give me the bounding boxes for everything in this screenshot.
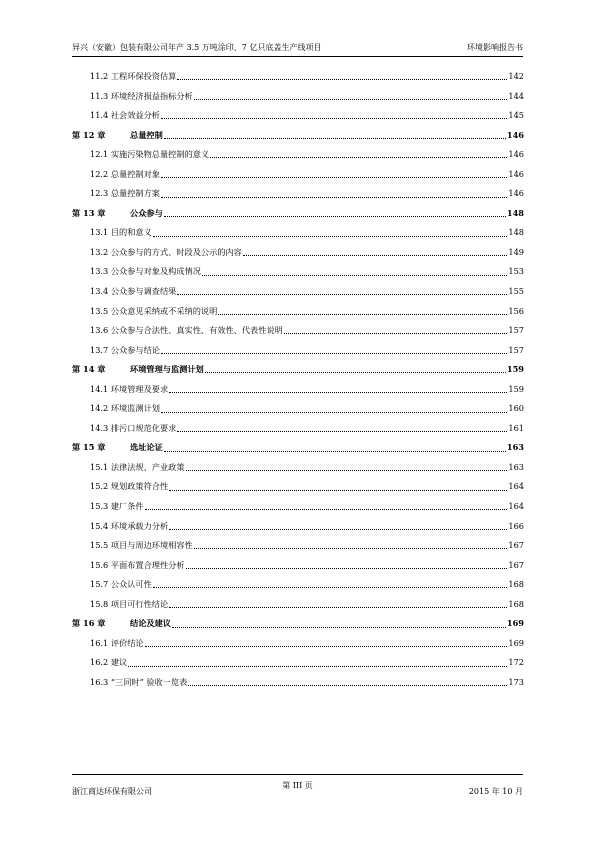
toc-page-number: 168 — [508, 579, 524, 590]
toc-section-entry[interactable] — [72, 595, 524, 615]
toc-entry-title: 15.8 项目可行性结论 — [90, 598, 169, 609]
toc-section-entry[interactable] — [72, 575, 524, 595]
toc-dot-leader — [202, 275, 507, 276]
toc-entry-title: 选址论证 — [130, 442, 163, 453]
toc-section-entry[interactable] — [72, 321, 524, 341]
toc-section-entry[interactable] — [72, 67, 524, 87]
toc-entry-title: 13.1 目的和意义 — [90, 227, 152, 238]
toc-chapter-number: 第 14 章 — [72, 364, 106, 375]
toc-entry-title: 13.4 公众参与调查结果 — [90, 286, 177, 297]
toc-chapter-entry[interactable] — [72, 360, 524, 380]
toc-chapter-entry[interactable] — [72, 126, 524, 146]
toc-dot-leader — [205, 372, 506, 373]
toc-entry-title: 14.2 环境监测计划 — [90, 403, 160, 414]
toc-dot-leader — [194, 548, 508, 549]
toc-entry-title: 13.5 公众意见采纳或不采纳的说明 — [90, 305, 218, 316]
toc-dot-leader — [194, 99, 508, 100]
toc-dot-leader — [164, 451, 506, 452]
toc-dot-leader — [153, 587, 508, 588]
toc-entry-title: 12.3 总量控制方案 — [90, 188, 160, 199]
footer-date: 2015 年 10 月 — [468, 787, 523, 796]
toc-section-entry[interactable] — [72, 262, 524, 282]
toc-section-entry[interactable] — [72, 634, 524, 654]
toc-dot-leader — [128, 666, 507, 667]
toc-entry-title: 15.1 法律法规、产业政策 — [90, 461, 185, 472]
toc-section-entry[interactable] — [72, 87, 524, 107]
toc-dot-leader — [145, 646, 508, 647]
toc-dot-leader — [210, 157, 507, 158]
toc-section-entry[interactable] — [72, 165, 524, 185]
toc-section-entry[interactable] — [72, 106, 524, 126]
toc-entry-title: 15.7 公众认可性 — [90, 579, 152, 590]
toc-page-number: 146 — [508, 149, 524, 160]
toc-page-number: 167 — [508, 559, 524, 570]
page-header — [72, 40, 523, 57]
toc-dot-leader — [177, 79, 507, 80]
toc-section-entry[interactable] — [72, 341, 524, 361]
toc-entry-title: 15.6 平面布置合理性分析 — [90, 559, 185, 570]
toc-entry-title: 15.4 环境承载力分析 — [90, 520, 169, 531]
toc-entry-title: 11.2 工程环保投资估算 — [90, 71, 177, 81]
toc-dot-leader — [186, 568, 508, 569]
toc-entry-title: 15.5 项目与周边环境相容性 — [90, 540, 193, 551]
toc-dot-leader — [164, 216, 506, 217]
toc-dot-leader — [188, 685, 507, 686]
toc-section-entry[interactable] — [72, 184, 524, 204]
toc-dot-leader — [177, 431, 507, 432]
toc-page-number: 145 — [508, 110, 524, 121]
page-number: 第 III 页 — [282, 781, 313, 790]
toc-entry-title: 16.1 评价结论 — [90, 637, 144, 648]
toc-page-number: 146 — [508, 188, 524, 199]
toc-entry-title: 12.2 总量控制对象 — [90, 168, 160, 179]
toc-entry-title: 结论及建议 — [130, 618, 171, 629]
toc-entry-title: 14.3 排污口规范化要求 — [90, 422, 177, 433]
toc-dot-leader — [177, 294, 507, 295]
toc-entry-title: 16.2 建议 — [90, 657, 128, 668]
toc-page-number: 142 — [508, 71, 524, 81]
toc-dot-leader — [169, 392, 507, 393]
toc-entry-title: 13.2 公众参与的方式、时段及公示的内容 — [90, 246, 242, 257]
toc-dot-leader — [145, 509, 508, 510]
toc-dot-leader — [243, 255, 508, 256]
toc-entry-title: 13.3 公众参与对象及构成情况 — [90, 266, 201, 277]
toc-section-entry[interactable] — [72, 243, 524, 263]
toc-chapter-number: 第 15 章 — [72, 442, 106, 453]
toc-entry-title: 11.4 社会效益分析 — [90, 110, 160, 121]
toc-entry-title: 12.1 实施污染物总量控制的意义 — [90, 149, 210, 160]
toc-section-entry[interactable] — [72, 145, 524, 165]
toc-page-number: 169 — [508, 637, 524, 648]
toc-page-number: 163 — [506, 442, 524, 453]
footer-rule — [72, 774, 523, 775]
toc-section-entry[interactable] — [72, 556, 524, 576]
toc-entry-title: 15.3 建厂条件 — [90, 501, 144, 512]
toc-entry-title: 13.6 公众参与合法性、真实性、有效性、代表性说明 — [90, 325, 283, 336]
toc-page-number: 167 — [508, 540, 524, 551]
header-doc-type: 环境影响报告书 — [467, 43, 523, 52]
toc-dot-leader — [161, 177, 507, 178]
toc-chapter-entry[interactable] — [72, 438, 524, 458]
toc-page-number: 160 — [508, 403, 524, 414]
toc-chapter-entry[interactable] — [72, 204, 524, 224]
toc-entry-title: 14.1 环境管理及要求 — [90, 383, 169, 394]
toc-dot-leader — [169, 529, 507, 530]
toc-section-entry[interactable] — [72, 477, 524, 497]
toc-section-entry[interactable] — [72, 399, 524, 419]
toc-dot-leader — [169, 607, 507, 608]
toc-page-number: 168 — [508, 598, 524, 609]
toc-dot-leader — [218, 314, 507, 315]
toc-page-number: 166 — [508, 520, 524, 531]
toc-page-number: 164 — [508, 501, 524, 512]
toc-page-number: 169 — [506, 618, 524, 629]
toc-page-number: 149 — [508, 246, 524, 257]
toc-dot-leader — [161, 118, 507, 119]
toc-entry-title: 15.2 规划政策符合性 — [90, 481, 169, 492]
toc-page-number: 173 — [508, 676, 524, 687]
toc-chapter-number: 第 13 章 — [72, 207, 106, 218]
toc-page-number: 148 — [508, 227, 524, 238]
toc-page-number: 172 — [508, 657, 524, 668]
toc-dot-leader — [169, 490, 507, 491]
toc-page-number: 163 — [508, 461, 524, 472]
toc-page-number: 153 — [508, 266, 524, 277]
toc-section-entry[interactable] — [72, 380, 524, 400]
toc-entry-title: 11.3 环境经济损益指标分析 — [90, 90, 193, 101]
toc-section-entry[interactable] — [72, 653, 524, 673]
toc-page-number: 157 — [508, 325, 524, 336]
toc-chapter-entry[interactable] — [72, 614, 524, 634]
toc-page-number: 148 — [506, 207, 524, 218]
toc-dot-leader — [153, 236, 508, 237]
toc-section-entry[interactable] — [72, 517, 524, 537]
toc-dot-leader — [186, 470, 508, 471]
toc-dot-leader — [161, 412, 507, 413]
toc-page-number: 146 — [508, 168, 524, 179]
toc-page-number: 159 — [508, 383, 524, 394]
toc-section-entry[interactable] — [72, 458, 524, 478]
table-of-contents — [72, 67, 524, 693]
toc-page-number: 156 — [508, 305, 524, 316]
toc-chapter-number: 第 16 章 — [72, 618, 106, 629]
footer-company: 浙江商达环保有限公司 — [72, 787, 152, 796]
toc-entry-title: 16.3 “三同时” 验收一览表 — [90, 676, 188, 687]
toc-page-number: 155 — [508, 286, 524, 297]
toc-page-number: 161 — [508, 422, 524, 433]
toc-section-entry[interactable] — [72, 223, 524, 243]
toc-section-entry[interactable] — [72, 673, 524, 693]
toc-page-number: 164 — [508, 481, 524, 492]
toc-dot-leader — [161, 353, 507, 354]
toc-page-number: 146 — [506, 129, 524, 140]
toc-section-entry[interactable] — [72, 419, 524, 439]
toc-dot-leader — [161, 197, 507, 198]
toc-page-number: 159 — [506, 364, 524, 375]
toc-dot-leader — [284, 333, 508, 334]
header-project-title: 异兴（安徽）包装有限公司年产 3.5 万吨涂印、7 亿只底盖生产线项目 — [72, 43, 322, 52]
toc-entry-title: 总量控制 — [130, 129, 163, 140]
toc-section-entry[interactable] — [72, 536, 524, 556]
toc-page-number: 157 — [508, 344, 524, 355]
toc-dot-leader — [164, 138, 506, 139]
toc-entry-title: 公众参与 — [130, 207, 163, 218]
toc-section-entry[interactable] — [72, 282, 524, 302]
toc-section-entry[interactable] — [72, 302, 524, 322]
toc-entry-title: 环境管理与监测计划 — [130, 364, 204, 375]
toc-dot-leader — [172, 627, 506, 628]
toc-page-number: 144 — [508, 90, 524, 101]
toc-chapter-number: 第 12 章 — [72, 129, 106, 140]
toc-entry-title: 13.7 公众参与结论 — [90, 344, 160, 355]
toc-section-entry[interactable] — [72, 497, 524, 517]
